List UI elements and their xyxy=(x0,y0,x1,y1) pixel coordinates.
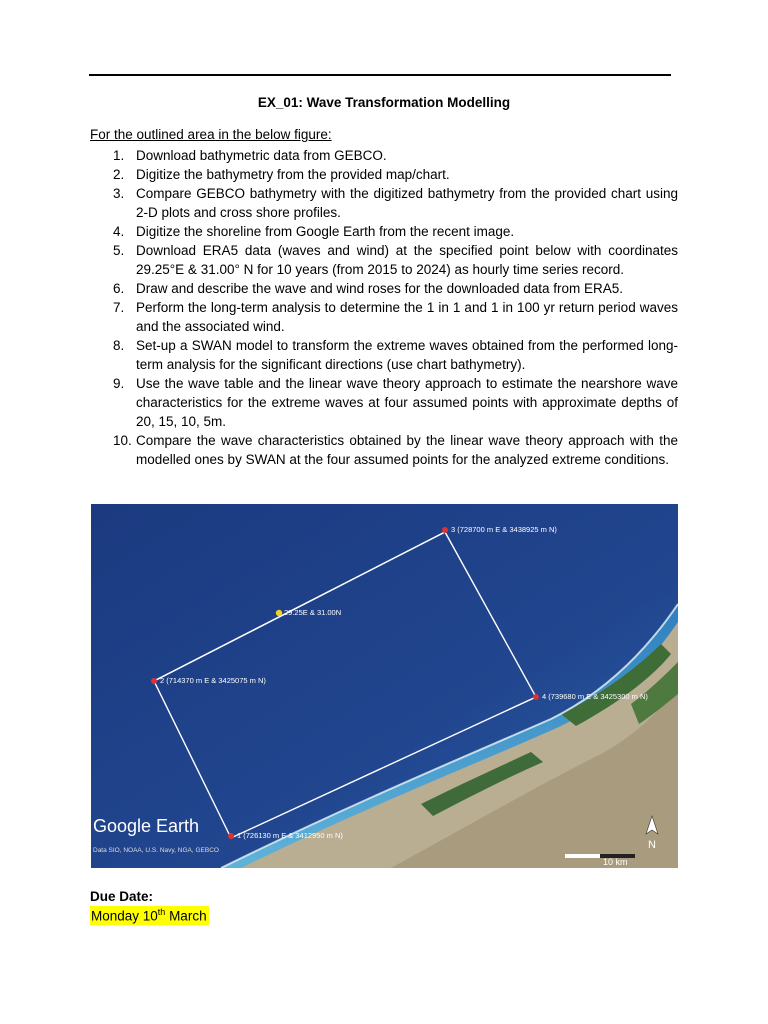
header-rule xyxy=(89,74,671,76)
list-item xyxy=(90,241,678,279)
study-area-map xyxy=(91,504,678,868)
item-text: Draw and describe the wave and wind roses for the downloaded data from ERA5. xyxy=(136,281,624,296)
point-label: 3 (728700 m E & 3438925 m N) xyxy=(451,525,557,534)
list-item xyxy=(90,431,678,469)
scale-label: 10 km xyxy=(603,857,628,867)
point-marker xyxy=(228,831,343,840)
item-number: 1. xyxy=(113,148,125,163)
item-number: 3. xyxy=(113,186,125,201)
list-item xyxy=(90,184,678,222)
north-label: N xyxy=(648,839,656,851)
item-text: Compare the wave characteristics obtained by the linear wave theory approach with the modelled ones by SWAN at the four assumed points for the analyzed extreme conditions. xyxy=(136,433,678,467)
due-date-value xyxy=(90,906,209,925)
list-item xyxy=(90,146,678,165)
item-text: Download bathymetric data from GEBCO. xyxy=(136,148,387,163)
item-text: Download ERA5 data (waves and wind) at the specified point below with coordinates 29.25°E & 31.00° N for 10 years (from 2015 to 2024) as hourly time series record. xyxy=(136,243,678,277)
list-item xyxy=(90,165,678,184)
list-item xyxy=(90,298,678,336)
item-number: 4. xyxy=(113,224,125,239)
due-date-day: Monday 10 xyxy=(91,908,158,924)
item-number: 7. xyxy=(113,300,125,315)
point-marker xyxy=(276,608,341,617)
list-item xyxy=(90,336,678,374)
due-date-label: Due Date: xyxy=(90,889,154,904)
item-text: Compare GEBCO bathymetry with the digitized bathymetry from the provided chart using 2-D plots and cross shore profiles. xyxy=(136,186,678,220)
intro-text: For the outlined area in the below figure: xyxy=(90,127,332,142)
item-number: 5. xyxy=(113,243,125,258)
point-label: 4 (739680 m E & 3425300 m N) xyxy=(542,692,648,701)
item-number: 9. xyxy=(113,376,125,391)
due-date-ordinal: th xyxy=(157,907,166,917)
list-item xyxy=(90,374,678,431)
item-number: 10. xyxy=(113,433,132,448)
google-earth-logo: Google Earth xyxy=(93,816,200,836)
point-marker xyxy=(533,692,648,701)
point-marker xyxy=(442,525,557,534)
item-number: 6. xyxy=(113,281,125,296)
item-text: Set-up a SWAN model to transform the extreme waves obtained from the performed long-term analysis for the significant directions (use chart bathymetry). xyxy=(136,338,678,372)
page-title: EX_01: Wave Transformation Modelling xyxy=(257,95,511,110)
point-label: 1 (726130 m E & 3412950 m N) xyxy=(237,831,343,840)
map-canvas xyxy=(91,504,678,868)
point-label: 29.25E & 31.00N xyxy=(284,608,342,617)
item-text: Digitize the shoreline from Google Earth from the recent image. xyxy=(136,224,515,239)
list-item xyxy=(90,222,678,241)
item-text: Digitize the bathymetry from the provided map/chart. xyxy=(136,167,450,182)
task-list xyxy=(90,146,678,469)
item-number: 8. xyxy=(113,338,125,353)
point-label: 2 (714370 m E & 3425075 m N) xyxy=(160,676,266,685)
item-number: 2. xyxy=(113,167,125,182)
due-date-month: March xyxy=(165,908,207,924)
item-text: Use the wave table and the linear wave theory approach to estimate the nearshore wave characteristics for the extreme waves at four assumed points with approximate depths of 20, 15, 10, 5m. xyxy=(136,376,678,429)
list-item xyxy=(90,279,678,298)
map-attribution: Data SIO, NOAA, U.S. Navy, NGA, GEBCO xyxy=(93,847,219,854)
point-marker xyxy=(151,676,266,685)
item-text: Perform the long-term analysis to determine the 1 in 1 and 1 in 100 yr return period waves and the associated wind. xyxy=(136,300,678,334)
